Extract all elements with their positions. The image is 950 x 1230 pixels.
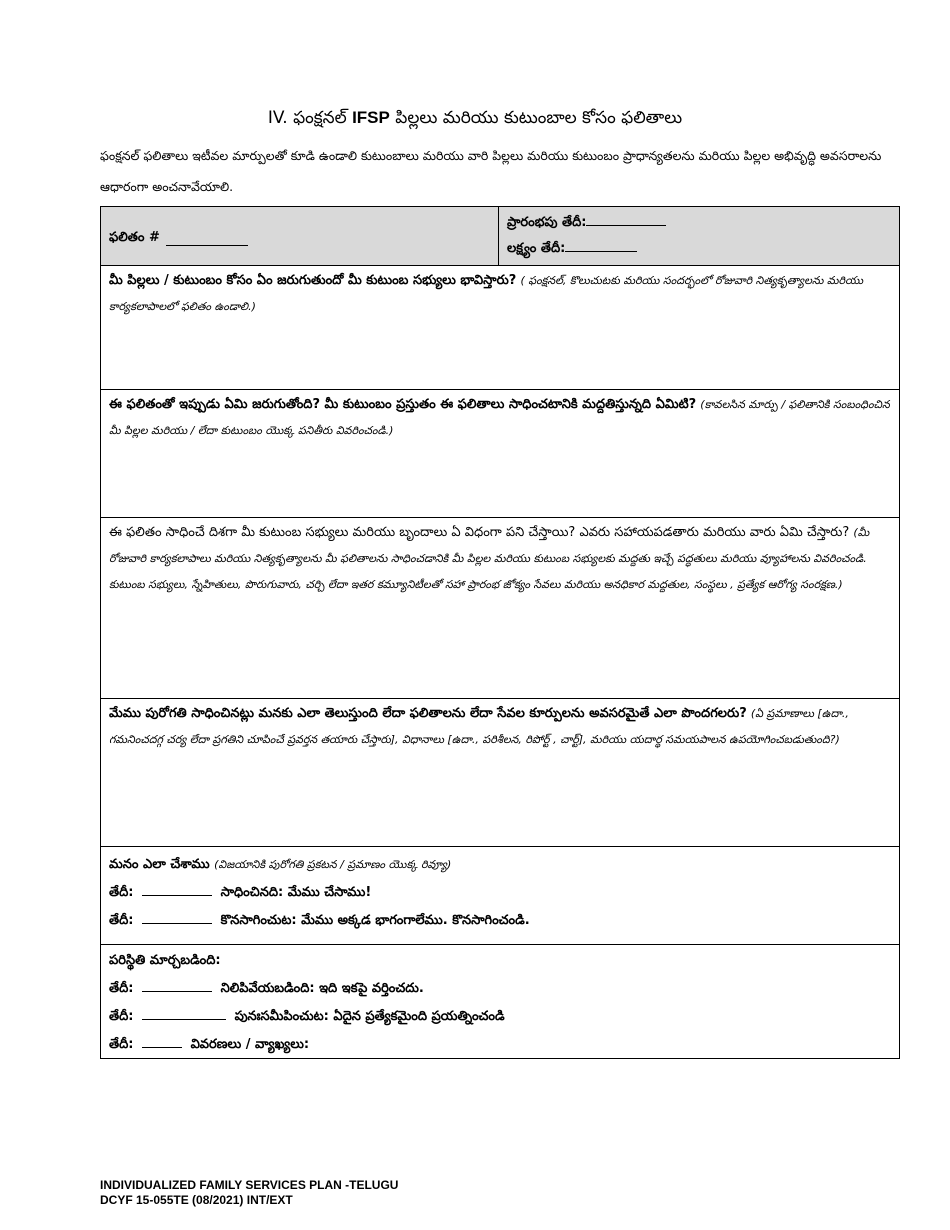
discontinued-row — [109, 975, 891, 1003]
continue-date-label: తేదీ: — [109, 913, 134, 928]
start-date-label: ప్రారంభపు తేదీ: — [507, 215, 587, 230]
discontinued-date-field[interactable] — [142, 979, 212, 992]
outcome-number-field[interactable] — [166, 233, 248, 246]
section-current-status-note: (కావలసిన మార్పు / ఫలితానికి సంబంధించిన మీ పిల్లల మరియు / లేదా కుటుంబం యొక్క పనితీరు వివరించండి.) — [109, 398, 890, 437]
revised-row — [109, 1003, 891, 1031]
title-ifsp: IFSP — [352, 108, 390, 127]
section-family-hopes-note: ( ఫంక్షనల్, కొలుచుటకు మరియు సందర్భంలో రోజువారి నిత్యకృత్యాలను మరియు కార్యకలాపాలలో ఫలితం ఉండాలి.) — [109, 274, 864, 313]
revised-text: పునఃసమీపించుట: ఏదైన ప్రత్యేకమైంది ప్రయత్నించండి — [234, 1009, 505, 1024]
section-progress-measure[interactable] — [101, 699, 899, 847]
section-team-work-note: (మీ రోజువారి కార్యకలాపాలు మరియు నిత్యకృత్యాలను మీ ఫలితాలను సాధించడానికి మీ పిల్లల మరియు కుటుంబ సభ్యులకు మద్దతు ఇచ్చే పద్ధతులు మరియు వ్యూహాలను వివరించండి. కుటుంబ సభ్యులు, స్నేహితులు, పొరుగువారు, చర్చి లేదా ఇతర కమ్యూనిటీలతో సహా ప్రారంభ జోక్యం సేవలు మరియు అనధికార మద్దతుల, సంస్థలు , ప్రత్యేక ఆరోగ్య సంరక్షణ.) — [109, 526, 870, 591]
footer-plan-title: INDIVIDUALIZED FAMILY SERVICES PLAN -TELUGU — [100, 1178, 399, 1192]
continue-row — [109, 907, 891, 935]
footer-form-code: DCYF 15-055TE (08/2021) INT/EXT — [100, 1193, 293, 1207]
section-team-work[interactable] — [101, 518, 899, 699]
achieved-text: సాధించినది: మేము చేసాము! — [220, 885, 372, 900]
title-suffix: పిల్లలు మరియు కుటుంబాల కోసం ఫలితాలు — [395, 108, 683, 128]
achieved-date-field[interactable] — [142, 883, 212, 896]
page-title — [0, 108, 950, 132]
section-situation-changed — [101, 945, 899, 1058]
intro-paragraph: ఫంక్షనల్ ఫలితాలు ఇటీవల మార్పులతో కూడి ఉండాలి కుటుంబాలు మరియు వారి పిల్లలు మరియు కుటుంబం ప్రాధాన్యతలను మరియు పిల్లల అభివృద్ధి అవసరాలను ఆధారంగా అంచనావేయాలి. — [100, 148, 882, 194]
section-current-status[interactable] — [101, 390, 899, 518]
page-footer — [100, 1178, 398, 1208]
outcome-number-label: ఫలితం # — [109, 230, 160, 245]
title-prefix: IV. ఫంక్షనల్ — [267, 108, 347, 128]
discontinued-text: నిలిపివేయబడింది: ఇది ఇకపై వర్తించదు. — [220, 981, 424, 996]
section-progress-measure-note: (ఏ ప్రమాణాలు [ఉదా., గమనించదగ్గ చర్య లేదా ప్రగతిని చూపించే ప్రవర్తన తయారు చేస్తారు], విధానాలు [ఉదా., పరిశీలన, రిపోర్ట్ , చార్ట్], మరియు యదార్థ సమయపాలన ఉపయోగించబడుతుంది?) — [109, 707, 849, 746]
continue-text: కొనసాగించుట: మేము అక్కడ భాగంగాలేము. కొనసాగించండి. — [220, 913, 530, 928]
dates-cell — [499, 207, 899, 265]
comments-date-label: తేదీ: — [109, 1037, 134, 1052]
comments-date-field[interactable] — [142, 1035, 182, 1048]
comments-text: వివరణలు / వ్యాఖ్యలు: — [190, 1037, 310, 1052]
achieved-date-label: తేదీ: — [109, 885, 134, 900]
target-date-field[interactable] — [565, 239, 637, 252]
continue-date-field[interactable] — [142, 911, 212, 924]
outcome-form — [100, 206, 900, 1059]
achieved-row — [109, 879, 891, 907]
section-family-hopes-question: మీ పిల్లలు / కుటుంబం కోసం ఏం జరుగుతుందో మీ కుటుంబ సభ్యులు భావిస్తారు? — [109, 273, 517, 288]
revised-date-field[interactable] — [142, 1007, 226, 1020]
outcome-number-cell — [101, 207, 499, 265]
how-did-we-do-note: (విజయానికి పురోగతి ప్రకటన / ప్రమాణం యొక్క రివ్యూ) — [214, 858, 452, 871]
target-date-label: లక్ష్యం తేదీ: — [507, 241, 566, 256]
start-date-field[interactable] — [586, 213, 666, 226]
section-progress-measure-question: మేము పురోగతి సాధించినట్లు మనకు ఎలా తెలుస్తుంది లేదా ఫలితాలను లేదా సేవల కూర్పులను అవసరమైతే ఎలా పొందగలరు? — [109, 706, 747, 721]
comments-row — [109, 1031, 891, 1059]
form-header — [101, 207, 899, 266]
section-team-work-question: ఈ ఫలితం సాధించే దిశగా మీ కుటుంబ సభ్యులు మరియు బృందాలు ఏ విధంగా పని చేస్తాయి? ఎవరు సహాయపడతారు మరియు వారు ఏమి చేస్తారు? — [109, 525, 850, 540]
discontinued-date-label: తేదీ: — [109, 981, 134, 996]
section-how-did-we-do — [101, 847, 899, 945]
how-did-we-do-label: మనం ఎలా చేశాము — [109, 857, 210, 872]
situation-changed-label: పరిస్థితి మార్చబడింది: — [109, 953, 221, 968]
section-family-hopes[interactable] — [101, 266, 899, 390]
section-current-status-question: ఈ ఫలితంతో ఇప్పుడు ఏమి జరుగుతోంది? మీ కుటుంబం ప్రస్తుతం ఈ ఫలితాలు సాధించటానికి మద్దతిస్తున్నది ఏమిటి? — [109, 397, 697, 412]
revised-date-label: తేదీ: — [109, 1009, 134, 1024]
